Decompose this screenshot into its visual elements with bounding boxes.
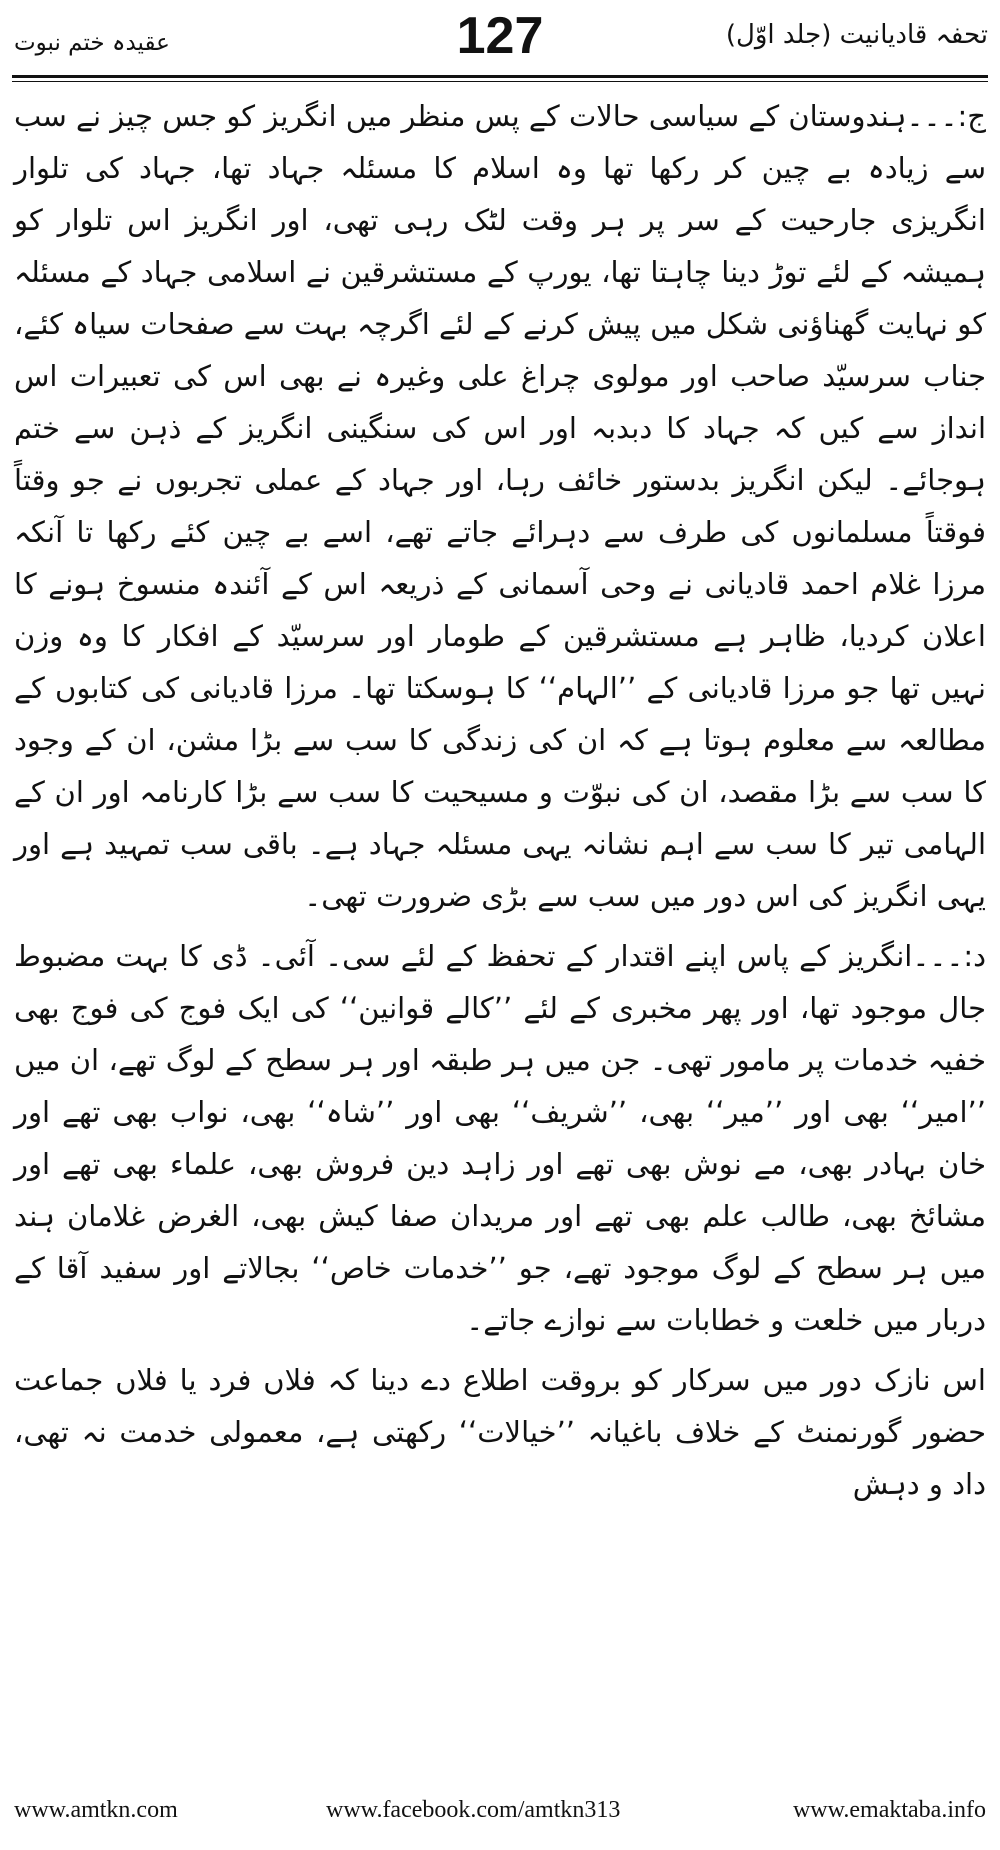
book-title: تحفہ قادیانیت (جلد اوّل) <box>725 20 988 50</box>
header-divider <box>12 75 988 82</box>
page-number: 127 <box>456 7 544 65</box>
footer-link-amtkn[interactable]: www.amtkn.com <box>14 1797 178 1823</box>
paragraph-jeem: ج:۔۔۔ہندوستان کے سیاسی حالات کے پس منظر میں انگریز کو جس چیز نے سب سے زیادہ بے چین کر رکھا تھا وہ اسلام کا مسئلہ جہاد تھا، جہاد کی تلوار انگریزی جارحیت کے سر پر ہر وقت لٹک رہی تھی، اور انگریز اس تلوار کو ہمیشہ کے لئے توڑ دینا چاہتا تھا، یورپ کے مستشرقین نے اسلامی جہاد کے مسئلہ کو نہایت گھناؤنی شکل میں پیش کرنے کے لئے اگرچہ بہت سے صفحات سیاہ کئے، جناب سرسیّد صاحب اور مولوی چراغ علی وغیرہ نے بھی اس کی تعبیرات اس انداز سے کیں کہ جہاد کا دبدبہ اور اس کی سنگینی انگریز کے ذہن سے ختم ہوجائے۔ لیکن انگریز بدستور خائف رہا، اور جہاد کے عملی تجربوں نے جو وقتاً فوقتاً مسلمانوں کی طرف سے دہرائے جاتے تھے، اسے بے چین کئے رکھا تا آنکہ مرزا غلام احمد قادیانی نے وحی آسمانی کے ذریعہ اس کے آئندہ منسوخ ہونے کا اعلان کردیا، ظاہر ہے مستشرقین کے طومار اور سرسیّد کے افکار کا وہ وزن نہیں تھا جو مرزا قادیانی کے ’’الہام‘‘ کا ہوسکتا تھا۔ مرزا قادیانی کی کتابوں کے مطالعہ سے معلوم ہوتا ہے کہ ان کی زندگی کا سب سے بڑا مشن، ان کے وجود کا سب سے بڑا مقصد، ان کی نبوّت و مسیحیت کا سب سے بڑا کارنامہ اور ان کے الہامی تیر کا سب سے اہم نشانہ یہی مسئلہ جہاد ہے۔ باقی سب تمہید ہے اور یہی انگریز کی اس دور میں سب سے بڑی ضرورت تھی۔ <box>14 99 986 913</box>
footer-link-facebook[interactable]: www.facebook.com/amtkn313 <box>326 1797 621 1823</box>
paragraph-daal: د:۔۔۔انگریز کے پاس اپنے اقتدار کے تحفظ کے لئے سی۔ آئی۔ ڈی کا بہت مضبوط جال موجود تھا، اور پھر مخبری کے لئے ’’کالے قوانین‘‘ کی ایک فوج کی فوج بھی خفیہ خدمات پر مامور تھی۔ جن میں ہر طبقہ اور ہر سطح کے لوگ تھے، ان میں ’’امیر‘‘ بھی اور ’’میر‘‘ بھی، ’’شریف‘‘ بھی اور ’’شاہ‘‘ بھی، نواب بھی تھے اور خان بہادر بھی، مے نوش بھی تھے اور زاہد دین فروش بھی، علماء بھی تھے اور مشائخ بھی، طالب علم بھی تھے اور مریدان صفا کیش بھی، الغرض غلامان ہند میں ہر سطح کے لوگ موجود تھے، جو ’’خدمات خاص‘‘ بجالاتے اور سفید آقا کے دربار میں خلعت و خطابات سے نوازے جاتے۔ <box>14 939 986 1337</box>
chapter-topic: عقیدہ ختم نبوت <box>14 30 170 56</box>
footer-link-emaktaba[interactable]: www.emaktaba.info <box>792 1797 986 1823</box>
page-footer <box>0 1797 1000 1837</box>
paragraph-continuation: اس نازک دور میں سرکار کو بروقت اطلاع دے دینا کہ فلاں فرد یا فلاں جماعت حضور گورنمنٹ کے خلاف باغیانہ ’’خیالات‘‘ رکھتی ہے، معمولی خدمت نہ تھی، داد و دہش <box>14 1363 986 1501</box>
page-body <box>14 90 986 1510</box>
page-header <box>0 0 1000 70</box>
